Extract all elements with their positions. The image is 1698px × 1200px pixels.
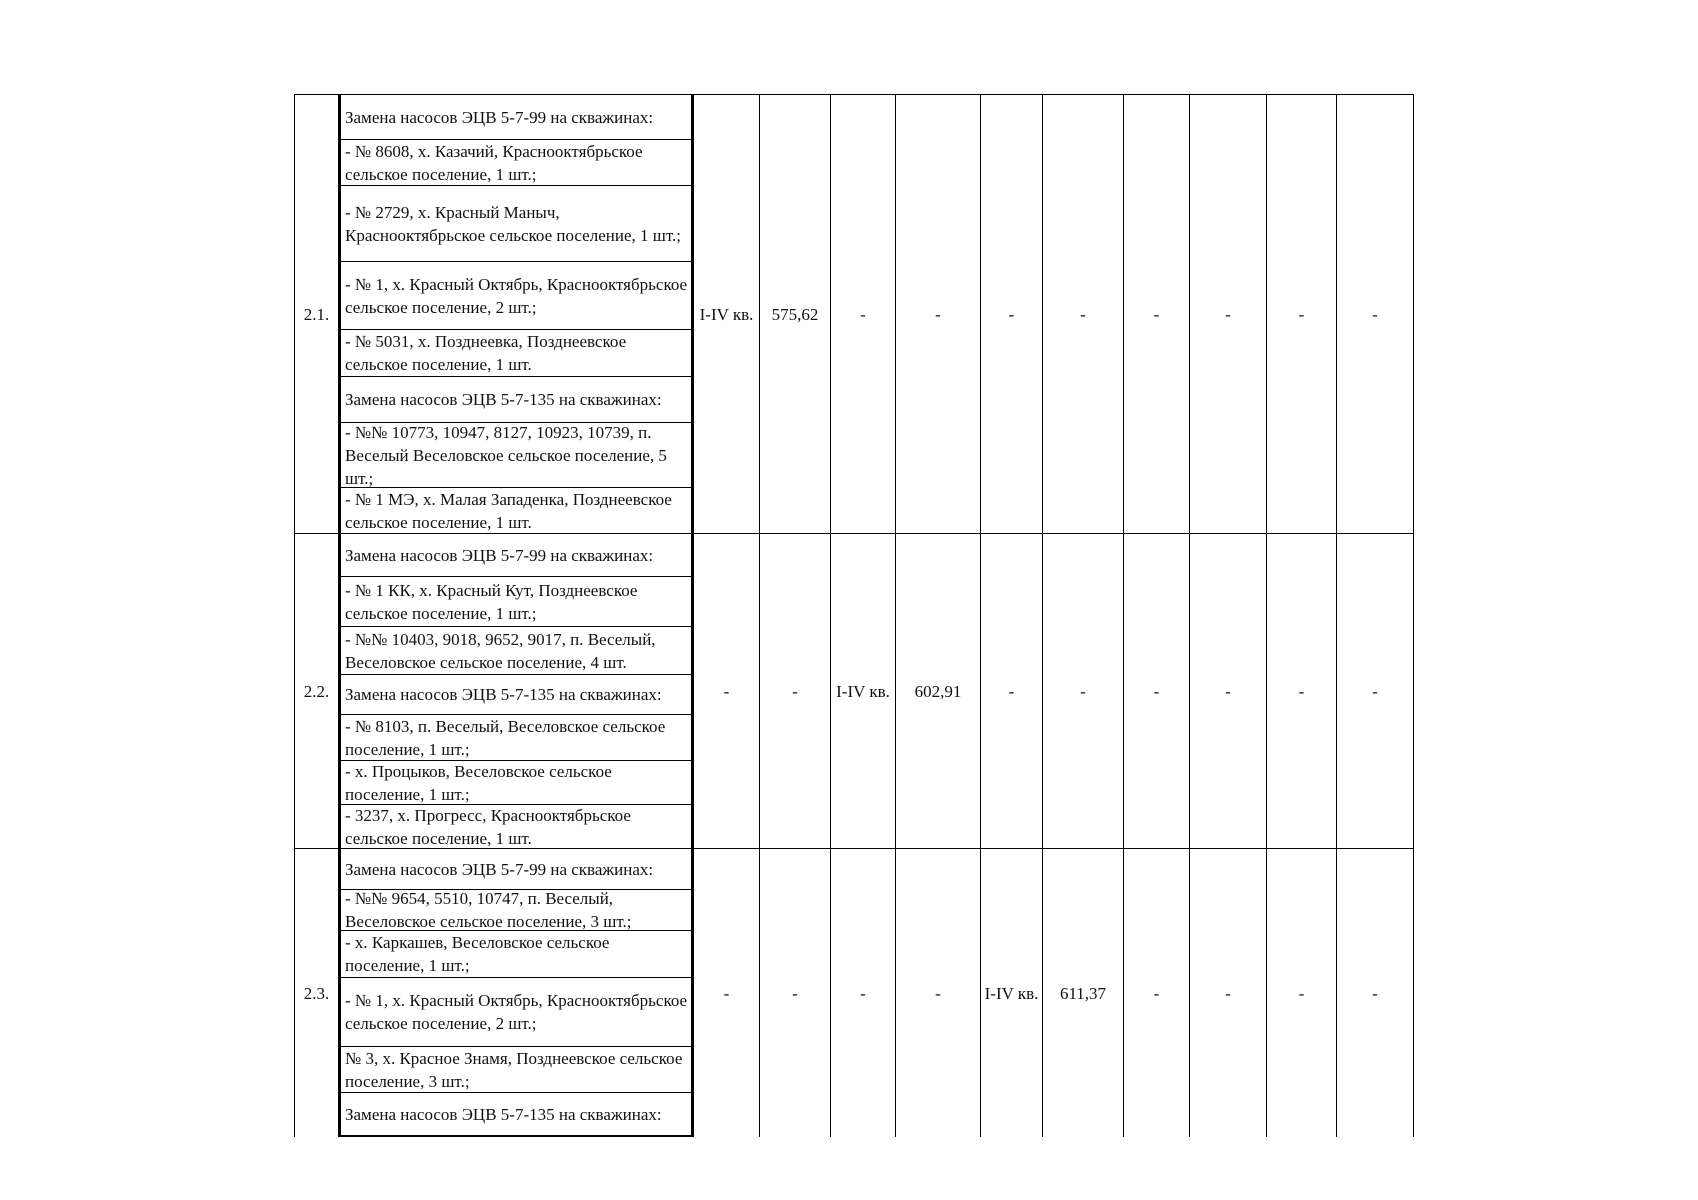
description-line: - х. Процыков, Веселовское сельское поселение, 1 шт.; <box>341 761 691 805</box>
period-cell: - <box>1124 849 1190 1138</box>
measures-table <box>294 94 1414 1137</box>
description-line: - №№ 10403, 9018, 9652, 9017, п. Веселый, Веселовское сельское поселение, 4 шт. <box>341 627 691 675</box>
amount-cell: - <box>1190 849 1267 1138</box>
description-line: - №№ 9654, 5510, 10747, п. Веселый, Веселовское сельское поселение, 3 шт.; <box>341 890 691 931</box>
row-description <box>339 849 694 1138</box>
row-description <box>339 95 694 534</box>
table-row <box>295 534 1414 849</box>
amount-cell: - <box>760 534 831 849</box>
amount-cell: - <box>1043 534 1124 849</box>
description-line: - №№ 10773, 10947, 8127, 10923, 10739, п. Веселый Веселовское сельское поселение, 5 шт.; <box>341 423 691 488</box>
amount-cell: - <box>896 849 981 1138</box>
row-description <box>339 534 694 849</box>
description-lines <box>339 849 693 1137</box>
amount-cell: - <box>1337 849 1414 1138</box>
description-lines <box>339 95 693 533</box>
amount-cell: 602,91 <box>896 534 981 849</box>
description-line: - № 1 КК, х. Красный Кут, Позднеевское сельское поселение, 1 шт.; <box>341 577 691 627</box>
period-cell: - <box>831 95 896 534</box>
description-line: - № 8608, х. Казачий, Краснооктябрьское сельское поселение, 1 шт.; <box>341 140 691 186</box>
description-line: - № 8103, п. Веселый, Веселовское сельское поселение, 1 шт.; <box>341 715 691 761</box>
description-line: № 3, х. Красное Знамя, Позднеевское сельское поселение, 3 шт.; <box>341 1047 691 1093</box>
description-line: - № 1, х. Красный Октябрь, Краснооктябрьское сельское поселение, 2 шт.; <box>341 262 691 330</box>
amount-cell: 611,37 <box>1043 849 1124 1138</box>
amount-cell: - <box>1337 95 1414 534</box>
amount-cell: - <box>1337 534 1414 849</box>
description-lines <box>339 534 693 848</box>
period-cell: - <box>1267 95 1337 534</box>
period-cell: I-IV кв. <box>831 534 896 849</box>
description-line: - № 1 МЭ, х. Малая Западенка, Позднеевское сельское поселение, 1 шт. <box>345 489 672 532</box>
amount-cell: - <box>760 849 831 1138</box>
period-cell: I-IV кв. <box>694 95 760 534</box>
period-cell: - <box>1124 534 1190 849</box>
row-number: 2.3. <box>295 849 339 1138</box>
amount-cell: - <box>1043 95 1124 534</box>
description-line: - х. Каркашев, Веселовское сельское поселение, 1 шт.; <box>341 931 691 978</box>
period-cell: - <box>831 849 896 1138</box>
period-cell: - <box>1124 95 1190 534</box>
description-line: Замена насосов ЭЦВ 5-7-135 на скважинах: <box>345 1104 662 1124</box>
amount-cell: - <box>1190 95 1267 534</box>
description-line: Замена насосов ЭЦВ 5-7-135 на скважинах: <box>341 377 691 423</box>
period-cell: - <box>694 534 760 849</box>
row-number: 2.2. <box>295 534 339 849</box>
amount-cell: - <box>1190 534 1267 849</box>
table-row <box>295 95 1414 534</box>
description-line: - № 1, х. Красный Октябрь, Краснооктябрьское сельское поселение, 2 шт.; <box>341 978 691 1047</box>
description-line: - 3237, х. Прогресс, Краснооктябрьское сельское поселение, 1 шт. <box>345 805 631 848</box>
period-cell: - <box>981 534 1043 849</box>
description-line: Замена насосов ЭЦВ 5-7-99 на скважинах: <box>341 95 691 140</box>
description-line: - № 2729, х. Красный Маныч, Краснооктябрьское сельское поселение, 1 шт.; <box>341 186 691 262</box>
description-line: - № 5031, х. Позднеевка, Позднеевское сельское поселение, 1 шт. <box>341 330 691 377</box>
period-cell: - <box>694 849 760 1138</box>
period-cell: - <box>1267 534 1337 849</box>
period-cell: I-IV кв. <box>981 849 1043 1138</box>
description-line: Замена насосов ЭЦВ 5-7-99 на скважинах: <box>341 534 691 577</box>
row-number: 2.1. <box>295 95 339 534</box>
period-cell: - <box>1267 849 1337 1138</box>
amount-cell: - <box>896 95 981 534</box>
description-line: Замена насосов ЭЦВ 5-7-135 на скважинах: <box>341 675 691 715</box>
period-cell: - <box>981 95 1043 534</box>
description-line: Замена насосов ЭЦВ 5-7-99 на скважинах: <box>341 849 691 890</box>
amount-cell: 575,62 <box>760 95 831 534</box>
table-row <box>295 849 1414 1138</box>
